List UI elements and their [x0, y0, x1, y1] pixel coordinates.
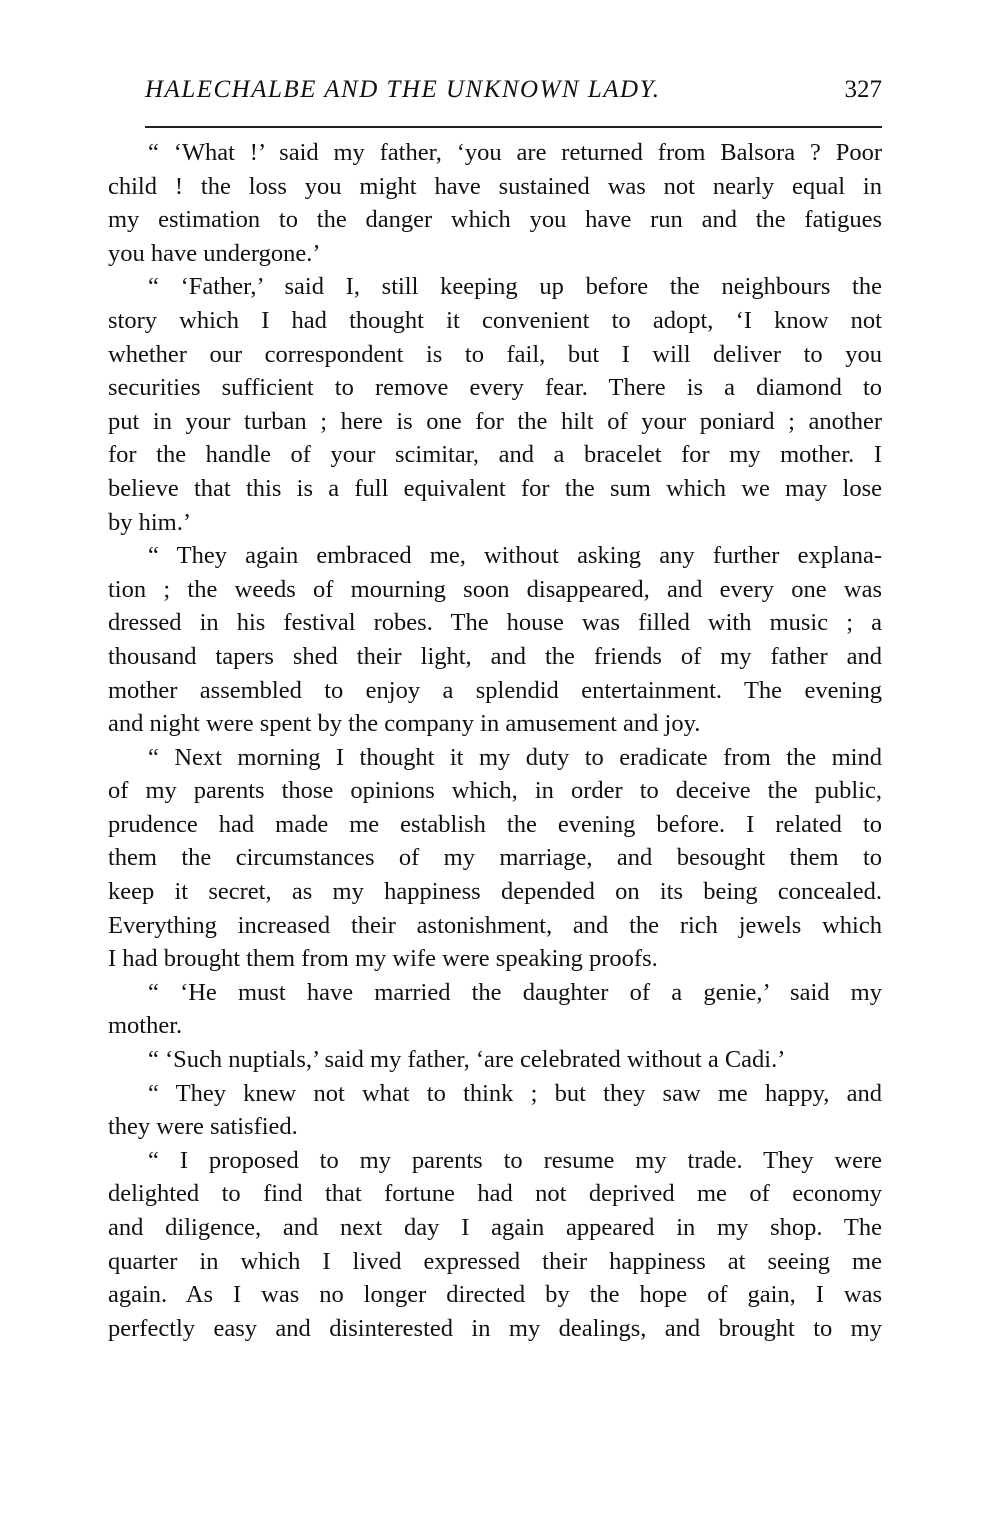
text-line: “ ‘Father,’ said I, still keeping up before the neighbours the	[148, 273, 882, 301]
text-line: mother.	[108, 1012, 183, 1040]
text-line: tion ; the weeds of mourning soon disappeared, and every one was	[108, 575, 882, 603]
page-number: 327	[844, 76, 882, 103]
paragraph	[108, 1043, 882, 1077]
paragraph	[108, 136, 882, 270]
text-line: “ ‘He must have married the daughter of a genie,’ said my	[148, 978, 882, 1006]
paragraph	[108, 1077, 882, 1144]
text-line: for the handle of your scimitar, and a bracelet for my mother. I	[108, 441, 882, 469]
text-line: by him.’	[108, 508, 192, 536]
text-line: “ ‘What !’ said my father, ‘you are returned from Balsora ? Poor	[148, 139, 882, 166]
text-line: securities sufficient to remove every fear. There is a diamond to	[108, 374, 882, 402]
text-line: keep it secret, as my happiness depended on its being concealed.	[108, 878, 882, 906]
text-line: them the circumstances of my marriage, and besought them to	[108, 844, 882, 872]
text-line: and diligence, and next day I again appeared in my shop. The	[108, 1214, 882, 1241]
text-line: I had brought them from my wife were speaking proofs.	[108, 945, 658, 973]
text-line: whether our correspondent is to fail, but I will deliver to you	[108, 340, 882, 368]
page-body	[108, 136, 882, 1345]
text-line: again. As I was no longer directed by the hope of gain, I was	[108, 1281, 882, 1309]
text-line: “ ‘Such nuptials,’ said my father, ‘are celebrated without a Cadi.’	[148, 1046, 786, 1074]
text-line: “ I proposed to my parents to resume my trade. They were	[148, 1146, 882, 1174]
text-line: thousand tapers shed their light, and the friends of my father and	[108, 642, 882, 670]
text-line: you have undergone.’	[108, 239, 321, 267]
header-rule	[145, 126, 882, 128]
text-line: put in your turban ; here is one for the hilt of your poniard ; another	[108, 407, 882, 435]
text-line: delighted to find that fortune had not deprived me of economy	[108, 1180, 882, 1208]
paragraph	[108, 539, 882, 741]
text-line: dressed in his festival robes. The house was filled with music ; a	[108, 609, 882, 637]
text-line: “ They knew not what to think ; but they saw me happy, and	[148, 1079, 882, 1107]
text-line: child ! the loss you might have sustained was not nearly equal in	[108, 172, 882, 200]
text-line: quarter in which I lived expressed their happiness at seeing me	[108, 1247, 882, 1275]
paragraph	[108, 741, 882, 976]
text-line: and night were spent by the company in amusement and joy.	[108, 710, 701, 738]
running-title: HALECHALBE AND THE UNKNOWN LADY.	[145, 76, 661, 103]
text-line: believe that this is a full equivalent for the sum which we may lose	[108, 474, 882, 502]
paragraph	[108, 1144, 882, 1346]
text-line: mother assembled to enjoy a splendid entertainment. The evening	[108, 676, 882, 704]
text-line: my estimation to the danger which you have run and the fatigues	[108, 206, 882, 234]
paragraph	[108, 270, 882, 539]
running-header	[145, 72, 882, 112]
paragraph	[108, 976, 882, 1043]
text-line: “ Next morning I thought it my duty to eradicate from the mind	[148, 743, 882, 771]
text-line: they were satisfied.	[108, 1113, 298, 1141]
text-line: “ They again embraced me, without asking any further explana-	[148, 542, 882, 570]
text-line: of my parents those opinions which, in order to deceive the public,	[108, 777, 882, 805]
text-line: perfectly easy and disinterested in my dealings, and brought to my	[108, 1314, 882, 1342]
text-line: prudence had made me establish the evening before. I related to	[108, 810, 882, 838]
text-line: Everything increased their astonishment, and the rich jewels which	[108, 911, 882, 939]
text-line: story which I had thought it convenient to adopt, ‘I know not	[108, 306, 882, 334]
